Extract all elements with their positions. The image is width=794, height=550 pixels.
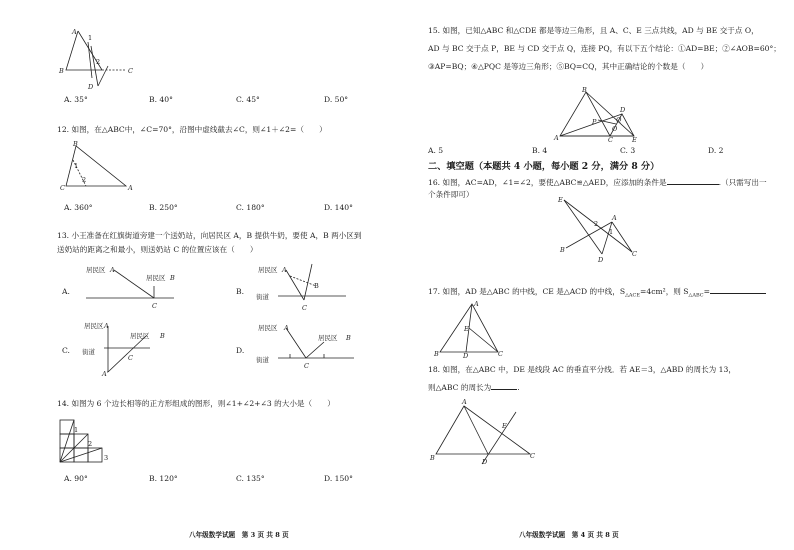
q12-figure — [58, 140, 138, 192]
svg-text:A: A — [104, 322, 109, 330]
svg-text:C: C — [302, 304, 307, 312]
q12-option-b[interactable]: B. 250° — [149, 203, 178, 212]
svg-text:街道: 街道 — [256, 356, 269, 364]
section-fill-in-title: 二、填空题（本题共 4 小题，每小题 2 分，满分 8 分） — [428, 161, 660, 172]
q12-option-a[interactable]: A. 360° — [64, 203, 93, 212]
svg-text:E: E — [558, 196, 563, 204]
svg-text:D: D — [598, 256, 604, 264]
q14-option-a[interactable]: A. 90° — [64, 474, 88, 483]
svg-text:C: C — [608, 136, 613, 144]
svg-text:1: 1 — [88, 34, 93, 42]
q13-figure-b — [254, 262, 354, 312]
svg-text:B: B — [346, 334, 351, 342]
q11-figure — [58, 28, 138, 90]
svg-text:C: C — [498, 350, 503, 358]
q15-option-d[interactable]: D. 2 — [708, 146, 724, 155]
svg-text:B: B — [560, 246, 565, 254]
q14-option-c[interactable]: C. 135° — [236, 474, 265, 483]
footer-page-4: 八年级数学试题 第 4 页 共 8 页 — [519, 531, 619, 539]
q16-stem-line1 — [428, 176, 767, 188]
svg-text:居民区: 居民区 — [258, 324, 278, 332]
svg-text:D: D — [482, 458, 488, 466]
svg-text:A: A — [284, 324, 289, 332]
q16-answer-blank[interactable] — [667, 176, 719, 185]
svg-text:居民区: 居民区 — [130, 332, 150, 340]
q17-sub-abc: △ABC — [688, 292, 704, 299]
q13-figure-c — [80, 318, 190, 378]
q13-figure-d — [254, 318, 364, 378]
q13-stem-line2: 送奶站的距离之和最小，则送奶站 C 的位置应该在（ ） — [57, 245, 258, 254]
q13-figure-a — [82, 262, 182, 310]
q13-stem-line1: 13. 小王准备在红旗街道旁建一个送奶站，向居民区 A，B 提供牛奶，要使 A，B 两小区到 — [57, 231, 362, 240]
q15-figure — [554, 86, 648, 144]
q15-stem-line1: 15. 如图，已知△ABC 和△CDE 都是等边三角形，且 A、C、E 三点共线，AD 与 BE 交于点 O， — [428, 26, 759, 35]
svg-text:E: E — [464, 325, 469, 333]
svg-text:B: B — [73, 140, 78, 148]
q17-stem-text: 17. 如图，AD 是△ABC 的中线，CE 是△ACD 的中线，S — [428, 287, 626, 296]
svg-text:2: 2 — [96, 58, 101, 66]
q12-option-d[interactable]: D. 140° — [324, 203, 353, 212]
svg-text:A: A — [612, 214, 617, 222]
q11-option-b[interactable]: B. 40° — [149, 95, 173, 104]
q15-stem-line2: AD 与 BC 交于点 P，BE 与 CD 交于点 Q，连接 PQ，有以下五个结论：①AD=BE；②∠AOB=60°； — [428, 44, 781, 53]
svg-text:P: P — [592, 118, 597, 126]
svg-text:居民区: 居民区 — [258, 266, 278, 274]
q17-stem-tail: = — [703, 287, 710, 296]
q18-stem-line2: 则△ABC 的周长为 . — [428, 383, 520, 392]
svg-text:C: C — [128, 354, 133, 362]
q14-figure — [58, 418, 118, 464]
q15-option-a[interactable]: A. 5 — [428, 146, 444, 155]
q15-stem-line3: ③AP=BQ；④△PQC 是等边三角形；⑤BQ=CQ，其中正确结论的个数是（ ） — [428, 62, 709, 71]
svg-text:C: C — [60, 184, 65, 192]
svg-text:E: E — [632, 136, 637, 144]
svg-text:2: 2 — [88, 440, 93, 448]
q15-option-c[interactable]: C. 3 — [620, 146, 636, 155]
svg-text:C: C — [530, 452, 535, 460]
svg-text:A: A — [554, 134, 559, 142]
svg-text:B: B — [160, 332, 165, 340]
svg-text:A: A — [474, 300, 479, 308]
svg-text:A: A — [72, 28, 77, 36]
q17-figure — [436, 300, 502, 358]
svg-text:居民区: 居民区 — [86, 266, 106, 274]
svg-text:1: 1 — [74, 162, 79, 170]
svg-text:A: A — [128, 184, 133, 192]
svg-text:1: 1 — [74, 426, 79, 434]
svg-text:E: E — [502, 422, 507, 430]
svg-text:Q: Q — [616, 116, 622, 124]
q16-figure — [556, 194, 646, 264]
q13-option-a[interactable]: A. — [62, 287, 70, 296]
q13-option-b[interactable]: B. — [236, 287, 244, 296]
q16-stem-text: 16. 如图，AC=AD，∠1=∠2，要使△ABC≌△AED，应添加的条件是 — [428, 178, 667, 187]
q14-option-b[interactable]: B. 120° — [149, 474, 178, 483]
svg-text:B: B — [434, 350, 439, 358]
svg-text:街道: 街道 — [82, 348, 95, 356]
svg-text:D: D — [463, 352, 469, 360]
svg-text:居民区: 居民区 — [318, 334, 338, 342]
svg-text:C: C — [304, 362, 309, 370]
footer-page-3: 八年级数学试题 第 3 页 共 8 页 — [189, 531, 289, 539]
q16-stem-line2: 个条件即可） — [428, 190, 474, 199]
q17-answer-blank[interactable] — [710, 285, 766, 294]
svg-text:O: O — [612, 125, 618, 133]
svg-text:B: B — [59, 67, 64, 75]
svg-text:B: B — [314, 282, 319, 290]
q12-option-c[interactable]: C. 180° — [236, 203, 265, 212]
q13-option-d[interactable]: D. — [236, 346, 245, 355]
q17-sub-ace: △ACE — [625, 292, 641, 299]
q11-option-a[interactable]: A. 35° — [64, 95, 88, 104]
q14-option-d[interactable]: D. 150° — [324, 474, 353, 483]
svg-text:B: B — [582, 86, 587, 94]
svg-text:2: 2 — [594, 220, 599, 228]
svg-text:居民区: 居民区 — [146, 274, 166, 282]
svg-text:街道: 街道 — [256, 293, 269, 301]
q12-stem: 12. 如图，在△ABC中，∠C=70°，沿图中虚线截去∠C，则∠1＋∠2=（ ） — [57, 125, 327, 134]
svg-text:D: D — [620, 106, 626, 114]
svg-text:A': A' — [102, 370, 109, 378]
q11-option-c[interactable]: C. 45° — [236, 95, 260, 104]
q16-stem-tail: .（只需写出一 — [718, 178, 767, 187]
svg-text:A: A — [462, 398, 467, 406]
svg-text:A: A — [110, 266, 115, 274]
svg-text:A: A — [282, 266, 287, 274]
svg-text:1: 1 — [609, 228, 614, 236]
svg-text:3: 3 — [104, 454, 109, 462]
q18-stem-text: 则△ABC 的周长为 — [428, 383, 492, 392]
q14-stem: 14. 如图为 6 个边长相等的正方形组成的图形，则∠1+∠2+∠3 的大小是（ ） — [57, 399, 335, 408]
svg-text:居民区: 居民区 — [84, 322, 104, 330]
svg-text:C: C — [128, 67, 133, 75]
q18-answer-blank[interactable] — [491, 381, 517, 390]
q13-option-c[interactable]: C. — [62, 346, 70, 355]
q17-stem-mid: =4cm²，则 S — [640, 287, 689, 296]
svg-text:C: C — [632, 250, 637, 258]
svg-text:B: B — [430, 454, 435, 462]
q18-figure — [430, 398, 540, 468]
svg-text:D: D — [88, 83, 94, 91]
svg-text:2: 2 — [82, 176, 87, 184]
q15-option-b[interactable]: B. 4 — [532, 146, 548, 155]
q11-option-d[interactable]: D. 50° — [324, 95, 349, 104]
svg-text:C: C — [152, 302, 157, 310]
svg-text:B: B — [170, 274, 175, 282]
q18-stem-line1: 18. 如图，在△ABC 中，DE 是线段 AC 的垂直平分线．若 AE＝3，△ABD 的周长为 13， — [428, 365, 736, 374]
